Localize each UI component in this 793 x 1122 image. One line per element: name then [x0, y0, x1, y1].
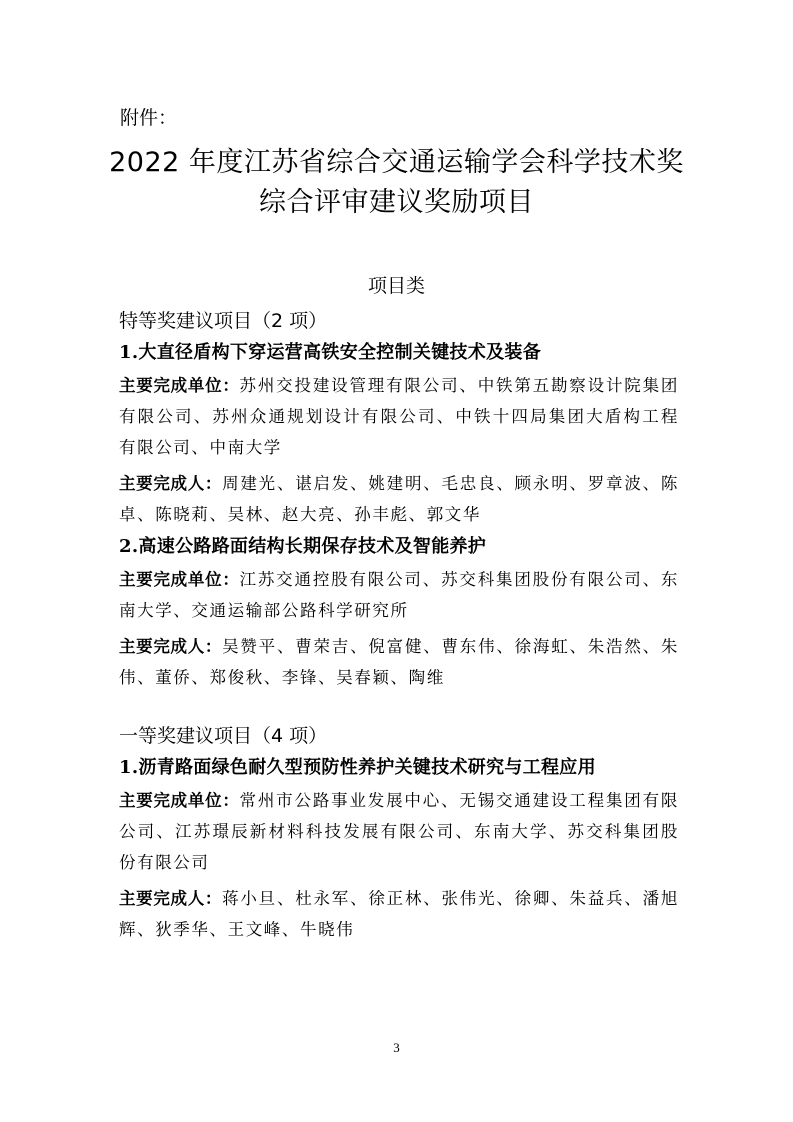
- people-text: 吴赞平、曹荣吉、倪富健、曹东伟、徐海虹、朱浩然、朱伟、董侨、郑俊秋、李锋、吴春颖、陶维: [119, 637, 680, 687]
- project-people: [119, 631, 679, 693]
- award-list: [119, 306, 679, 945]
- project-title: 2.高速公路路面结构长期保存技术及智能养护: [119, 536, 487, 557]
- people-label: 主要完成人：: [119, 889, 223, 908]
- category-heading: 项目类: [367, 275, 425, 297]
- document-title-line-1: 2022 年度江苏省综合交通运输学会科学技术奖: [109, 147, 684, 178]
- project-title: 1.大直径盾构下穿运营高铁安全控制关键技术及装备: [119, 342, 541, 363]
- attachment-label: 附件：: [120, 107, 178, 129]
- project-people: [119, 468, 679, 530]
- people-text: 蒋小旦、杜永军、徐正林、张伟光、徐卿、朱益兵、潘旭辉、狄季华、王文峰、牛晓伟: [119, 889, 680, 939]
- project-title: 1.沥青路面绿色耐久型预防性养护关键技术研究与工程应用: [119, 757, 596, 778]
- document-title-line-2: 综合评审建议奖励项目: [259, 187, 534, 218]
- units-text: 苏州交投建设管理有限公司、中铁第五勘察设计院集团有限公司、苏州众通规划设计有限公司、中铁十四局集团大盾构工程有限公司、中南大学: [119, 376, 680, 457]
- section-heading-first: 一等奖建议项目（4 项）: [119, 725, 328, 747]
- project-units: [119, 785, 679, 878]
- units-label: 主要完成单位：: [119, 570, 240, 589]
- units-label: 主要完成单位：: [119, 791, 240, 810]
- page-number: 3: [393, 1040, 400, 1055]
- units-text: 常州市公路事业发展中心、无锡交通建设工程集团有限公司、江苏璟辰新材料科技发展有限公司、东南大学、苏交科集团股份有限公司: [119, 791, 680, 872]
- people-text: 周建光、谌启发、姚建明、毛忠良、顾永明、罗章波、陈卓、陈晓莉、吴林、赵大亮、孙丰彪、郭文华: [119, 474, 680, 524]
- people-label: 主要完成人：: [119, 637, 223, 656]
- units-label: 主要完成单位：: [119, 376, 240, 395]
- project-units: [119, 370, 679, 463]
- people-label: 主要完成人：: [119, 474, 223, 493]
- project-people: [119, 883, 679, 945]
- units-text: 江苏交通控股有限公司、苏交科集团股份有限公司、东南大学、交通运输部公路科学研究所: [119, 570, 680, 620]
- project-units: [119, 564, 679, 626]
- section-heading-special: 特等奖建议项目（2 项）: [119, 310, 328, 332]
